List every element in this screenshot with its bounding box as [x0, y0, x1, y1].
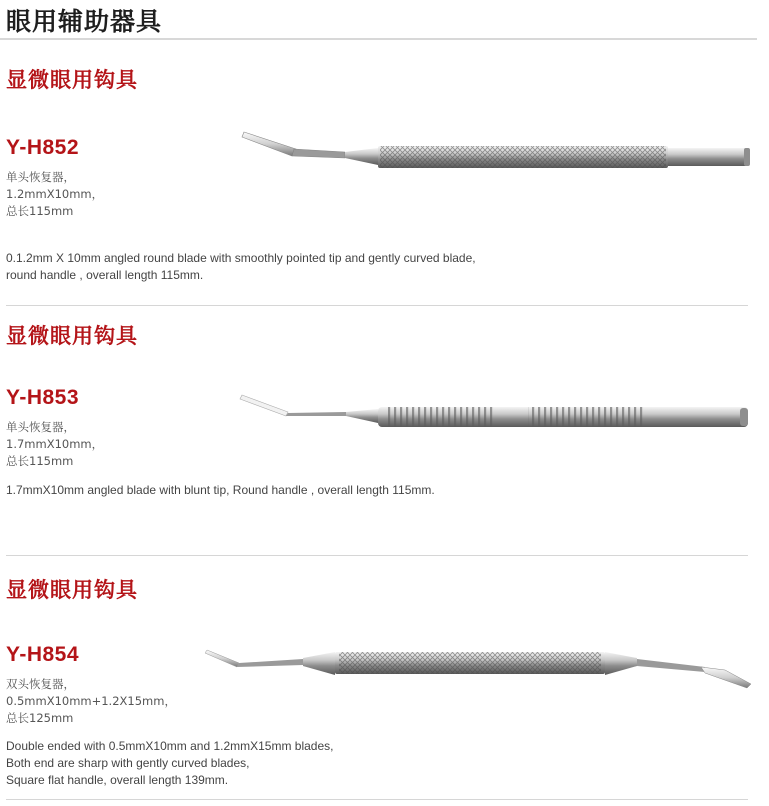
instrument-image-y-h852: [240, 125, 755, 175]
spec-line: 1.2mmX10mm，: [6, 187, 104, 201]
description-line: 0.1.2mm X 10mm angled round blade with smoothly pointed tip and gently curved blade,: [6, 251, 476, 265]
model-number: Y-H854: [6, 643, 80, 666]
section-title: 显微眼用钩具: [6, 324, 138, 348]
spec-line: 总长115mm: [6, 454, 74, 468]
spec-line: 双头恢复器，: [6, 677, 75, 691]
spec-list: [6, 169, 103, 220]
description-line: Double ended with 0.5mmX10mm and 1.2mmX15mm blades,: [6, 739, 334, 753]
instrument-image-y-h854: [205, 640, 755, 690]
description-line: round handle , overall length 115mm.: [6, 268, 204, 282]
description-line: Square flat handle, overall length 139mm.: [6, 773, 229, 787]
product-description: [6, 250, 476, 284]
spec-line: 0.5mmX10mm+1.2X15mm，: [6, 694, 176, 708]
section-divider: [6, 305, 748, 306]
section-title: 显微眼用钩具: [6, 578, 138, 602]
section-title: 显微眼用钩具: [6, 68, 138, 92]
description-line: 1.7mmX10mm angled blade with blunt tip, Round handle , overall length 115mm.: [6, 483, 435, 497]
model-number: Y-H852: [6, 136, 80, 159]
page-title: 眼用辅助器具: [6, 7, 163, 36]
description-line: Both end are sharp with gently curved blades,: [6, 756, 250, 770]
spec-line: 单头恢复器，: [6, 420, 75, 434]
spec-line: 1.7mmX10mm，: [6, 437, 104, 451]
product-description: [6, 482, 435, 499]
model-number: Y-H853: [6, 386, 80, 409]
section-divider: [6, 555, 748, 556]
title-divider: [0, 38, 757, 40]
section-divider: [6, 799, 748, 800]
spec-line: 单头恢复器，: [6, 170, 75, 184]
spec-list: [6, 419, 103, 470]
spec-line: 总长125mm: [6, 711, 74, 725]
product-description: [6, 738, 334, 789]
instrument-image-y-h853: [238, 385, 753, 435]
spec-line: 总长115mm: [6, 204, 74, 218]
spec-list: [6, 676, 176, 727]
